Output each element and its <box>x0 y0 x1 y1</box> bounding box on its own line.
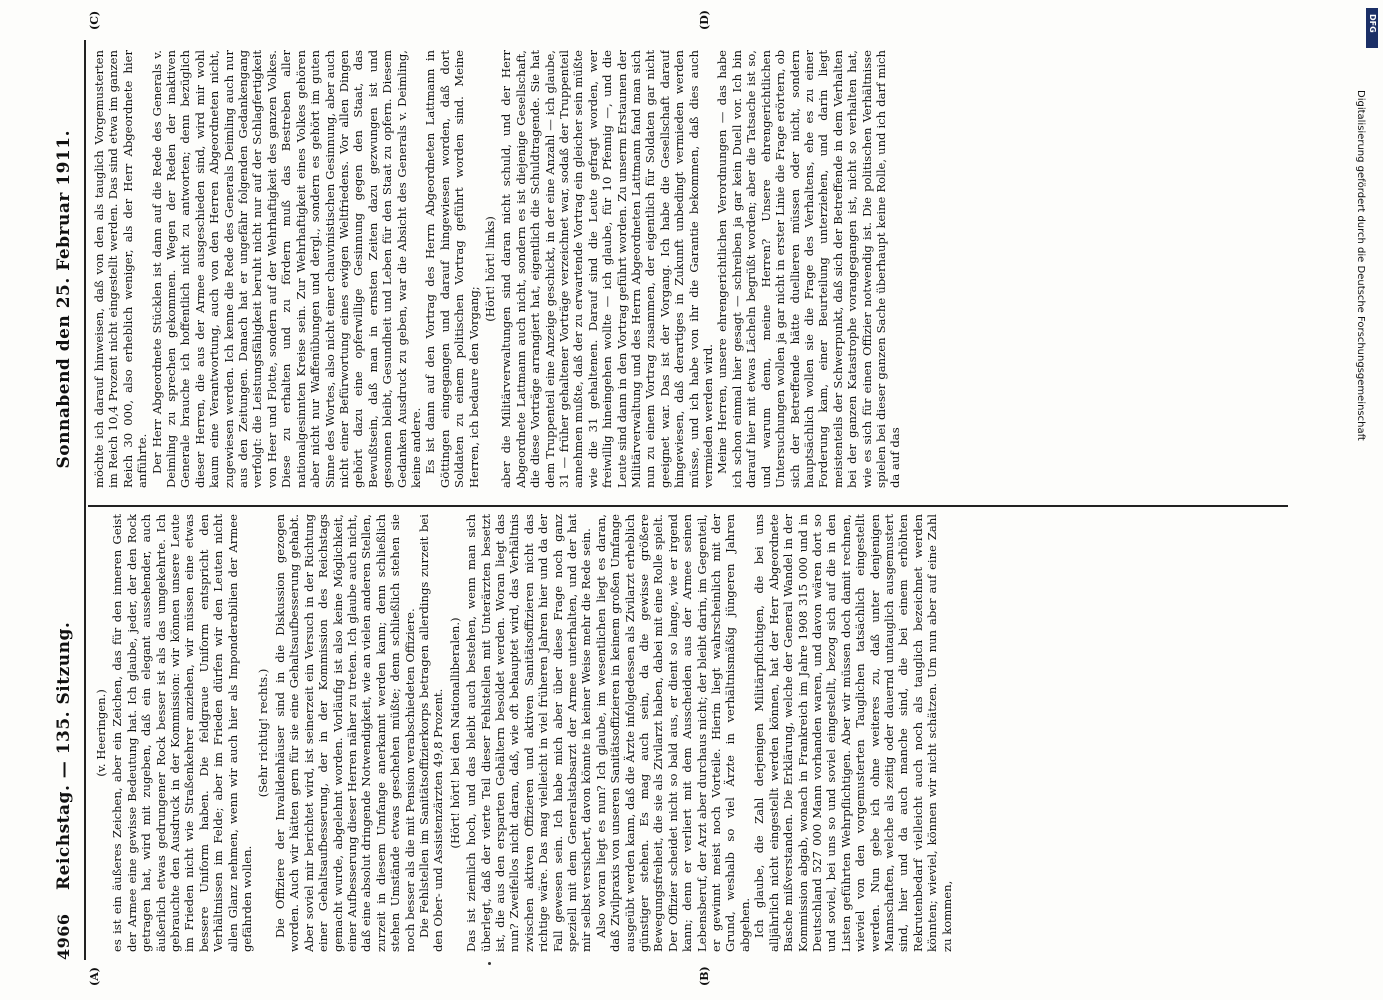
column-divider <box>88 505 1288 507</box>
paragraph: Es ist dann auf den Vortrag des Herrn Abgeordneten Lattmann in Göttingen eingegangen und darauf hingewiesen worden, daß dort Soldaten zu einem politischen Vortrag geführt worden sind. Meine Herren, ich bedaure den Vorgang; <box>423 50 481 488</box>
header-right-title: Sonnabend den 25. Februar 1911. <box>54 130 74 469</box>
page-number: 4966 <box>54 913 73 960</box>
interjection: (Hört! hört! bei den Nationalliberalen.) <box>447 617 462 849</box>
margin-marker-d: (D) <box>698 10 711 30</box>
right-column <box>92 50 1292 488</box>
interjection: (Sehr richtig! rechts.) <box>256 668 271 798</box>
paragraph: Also woran liegt es nun? Ich glaube, im wesentlichen liegt es daran, daß Zivilpraxis von unseren Sanitätsoffizieren in keinem großen Umfange ausgeübt werden kann, daß die Ärzte infolgedessen als Zivilarzt erheblich günstiger stehen. Es mag auch sein, da die gewisse größere Bewegungsfreiheit, die sie als Zivilarzt haben, dabei mit eine Rolle spielt. Der Offizier scheidet nicht so bald aus, er dient so lange, wie er irgend kann; denn er verliert mit dem Ausscheiden aus der Armee seinen Lebensberuf, der Arzt aber durchaus nicht; der bleibt darin, im Gegenteil, er gewinnt meist noch Vorteile. Hierin liegt wahrscheinlich mit der Grund, weshalb so viel Ärzte in verhältnismäßig jüngeren Jahren abgehen. <box>593 514 752 952</box>
paragraph: Ich glaube, die Zahl derjenigen Militärpflichtigen, die bei uns alljährlich nicht eingestellt werden können, hat der Herr Abgeordnete Basche mißverstanden. Die Erklärung, welche der General Wandel in der Kommission abgab, wonach in Frankreich im Jahre 1908 315 000 und in Deutschland 527 000 Mann vorhanden waren, und davon wären dort so und soviel, bei uns so und soviel eingestellt, bezog sich auf die in den Listen geführten Wehrpflichtigen. Aber wir müssen doch damit rechnen, wieviel von den vorgemusterten Tauglichen tatsächlich eingestellt werden. Nun gebe ich ohne weiteres zu, daß unter denjenigen Mannschaften, welche als zeitig oder dauernd untauglich ausgemustert sind, hier und da auch manche sind, die bei einem erhöhten Rekrutenbedarf vielleicht auch noch als tauglich bezeichnet werden könnten; wieviel, können wir nicht schätzen. Um nun aber auf eine Zahl zu kommen, <box>752 514 954 952</box>
margin-marker-a: (A) <box>88 967 101 986</box>
header-rule <box>84 40 86 960</box>
speaker-label: (v. Heeringen.) <box>94 689 108 777</box>
margin-marker-b: (B) <box>698 966 711 986</box>
paragraph: Die Fehlstellen im Sanitätsoffizierkorps betragen allerdings zurzeit bei den Ober- und Assistenzärzten 49,8 Prozent. <box>416 514 446 952</box>
page-content <box>48 10 1308 986</box>
paragraph: es ist ein äußeres Zeichen, aber ein Zeichen, das für den inneren Geist der Armee eine gewisse Bedeutung hat. Ich glaube, jeder, der den Rock getragen hat, wird mit zugeben, daß ein elegant aussehender, auch äußerlich etwas gedrungener Rock besser ist als das umgekehrte. Ich gebrauchte den Ausdruck in der Kommission: wir können unsere Leute im Frieden nicht wie Straßenkehrer anziehen, wir müssen eine etwas bessere Uniform haben. Die feldgraue Uniform entspricht den Verhältnissen im Felde; aber im Frieden dürfen wir den Leuten nicht allen Glanz nehmen, wenn wir auch hier als Imponderabilien der Armee gefährden wollen. <box>110 514 255 952</box>
paragraph: Das ist ziemlich hoch, und das bleibt auch bestehen, wenn man sich überlegt, daß der vierte Teil dieser Fehlstellen mit Unterärzten besetzt ist, die aus den ersparten Gehältern besoldet werden. Woran liegt das nun? Zweifellos nicht daran, daß, wie oft behauptet wird, das Verhältnis zwischen aktiven Offizieren und aktiven Sanitätsoffizieren nicht das richtige wäre. Das mag vielleicht in viel früheren Jahren hier und da der Fall gewesen sein. Ich habe mich aber über diese Frage noch ganz speziell mit dem Generalstabsarzt der Armee unterhalten, und der hat mir selbst versichert, davon könnte in keiner Weise mehr die Rede sein. <box>464 514 594 952</box>
paragraph: möchte ich darauf hinweisen, daß von den als tauglich Vorgemusterten im Reich 10,4 Prozent nicht eingestellt werden. Das sind etwa im ganzen Reich 30 000, also erheblich weniger, als der Herr Abgeordnete hier anführte. <box>92 50 150 488</box>
margin-marker-c: (C) <box>88 10 101 30</box>
paragraph: Meine Herren, unsere ehrengerichtlichen Verordnungen — das habe ich schon einmal hier gesagt — schreiben ja gar kein Duell vor. Ich bin darauf hier mit etwas Lächeln begrüßt worden; aber die Tatsache ist so, und warum denn, meine Herren? Unsere ehrengerichtlichen Untersuchungen wollen ja gar nicht in erster Linie die Frage erörtern, ob sich der Betreffende hätte duellieren müssen oder nicht, sondern hauptsächlich wollen sie die Frage des Verhaltens, ehe es zu einer Forderung kam, einer Beurteilung unterziehen, und darin liegt meistenteils der Schwerpunkt, daß sich der Betreffende in dem Verhalten bei der ganzen Katastrophe vorangegangen ist, nicht so verhalten hat, wie es sich für einen Offizier notwendig ist. Die politischen Verhältnisse spielen bei dieser ganzen Sache überhaupt keine Rolle, und ich darf mich da auf das <box>715 50 903 488</box>
left-column <box>92 514 1292 952</box>
paragraph: aber die Militärverwaltungen sind daran nicht schuld, und der Herr Abgeordnete Lattmann auch nicht, sondern es ist diejenige Gesellschaft, die diese Vorträge arrangiert hat, eigentlich die Schuldtragende. Sie hat dem Truppenteil eine Anzeige geschickt, in der eine Anzahl — ich glaube, 31 — früher gehaltener Vorträge verzeichnet war, sodaß der Truppenteil annehmen mußte, daß der zu erwartende Vortrag ein gleicher sein müßte wie die 31 gehaltenen. Darauf sind die Leute gefragt worden, wer freiwillig hineingehen wollte — ich glaube, für 10 Pfennig —, und die Leute sind dann in den Vortrag geführt worden. Zu unserm Erstaunen der Militärverwaltung und des Herrn Abgeordneten Lattmann fand man sich nun zu einem Vortrag zusammen, der eigentlich für Soldaten gar nicht geeignet war. Das ist der Vorgang. Ich habe die Gesellschaft darauf hingewiesen, daß derartiges in Zukunft unbedingt vermieden werden müsse, und ich habe von ihr die Garantie bekommen, daß dies auch vermieden werden wird. <box>499 50 716 488</box>
dfg-logo: DFG <box>1366 8 1378 48</box>
scan-speck <box>488 962 491 965</box>
digitization-credit: Digitalisierung gefördert durch die Deutsche Forschungsgemeinschaft <box>1355 90 1366 441</box>
header-left-title: Reichstag. — 135. Sitzung. <box>54 621 74 890</box>
interjection: (Hört! hört! links) <box>482 216 497 322</box>
paragraph: Die Offiziere der Invalidenhäuser sind in die Diskussion gezogen worden. Auch wir hätten gern für sie eine Gehaltsaufbesserung gehabt. Aber soviel mir berichtet wird, ist seinerzeit ein Versuch in der Richtung einer Gehaltsaufbesserung, der in der Kommission des Reichstags gemacht wurde, abgelehnt worden. Vorläufig ist also keine Möglichkeit, einer Aufbesserung dieser Herren näher zu treten. Ich glaube auch nicht, daß eine absolut dringende Notwendigkeit, wie an vielen anderen Stellen, zurzeit in diesem Umfange anerkannt werden kann; denn schließlich stehen Umstände etwas geschehen müßte; denn schließlich stehen sie noch besser als die mit Pension verabschiedeten Offiziere. <box>272 514 417 952</box>
running-header <box>48 40 82 960</box>
paragraph: Der Herr Abgeordnete Stücklen ist dann auf die Rede des Generals v. Deimling zu sprechen gekommen. Wegen der Reden der inaktiven Generale brauche ich hoffentlich nicht zu antworten; denn bezüglich dieser Herren, die aus der Armee ausgeschieden sind, wird mir wohl kaum eine Verantwortung, auch von den Herren Abgeordneten nicht, zugewiesen werden. Ich kenne die Rede des Generals Deimling auch nur aus den Zeitungen. Danach hat er ungefähr folgenden Gedankengang verfolgt: die Leistungsfähigkeit beruht nicht nur auf der Schlagfertigkeit von Heer und Flotte, sondern auf der Wehrhaftigkeit des ganzen Volkes. Diese zu erhalten und zu fördern muß das Bestreben aller nationalgesinnten Kreise sein. Zur Wehrhaftigkeit eines Volkes gehören aber nicht nur Waffenübungen und dergl., sondern es gehört im guten Sinne des Wortes, also nicht einer chauvinistischen Gesinnung, aber auch nicht einer Befürwortung eines ewigen Weltfriedens. Vor allen Dingen gehört dazu eine opferwillige Gesinnung gegen den Staat, das Bewußtsein, daß man in ernsten Zeiten dazu gezwungen ist und gesonnen bleibt, Gesundheit und Leben für den Staat zu opfern. Diesem Gedanken Ausdruck zu geben, war die Absicht des Generals v. Deimling, keine andere. <box>149 50 423 488</box>
